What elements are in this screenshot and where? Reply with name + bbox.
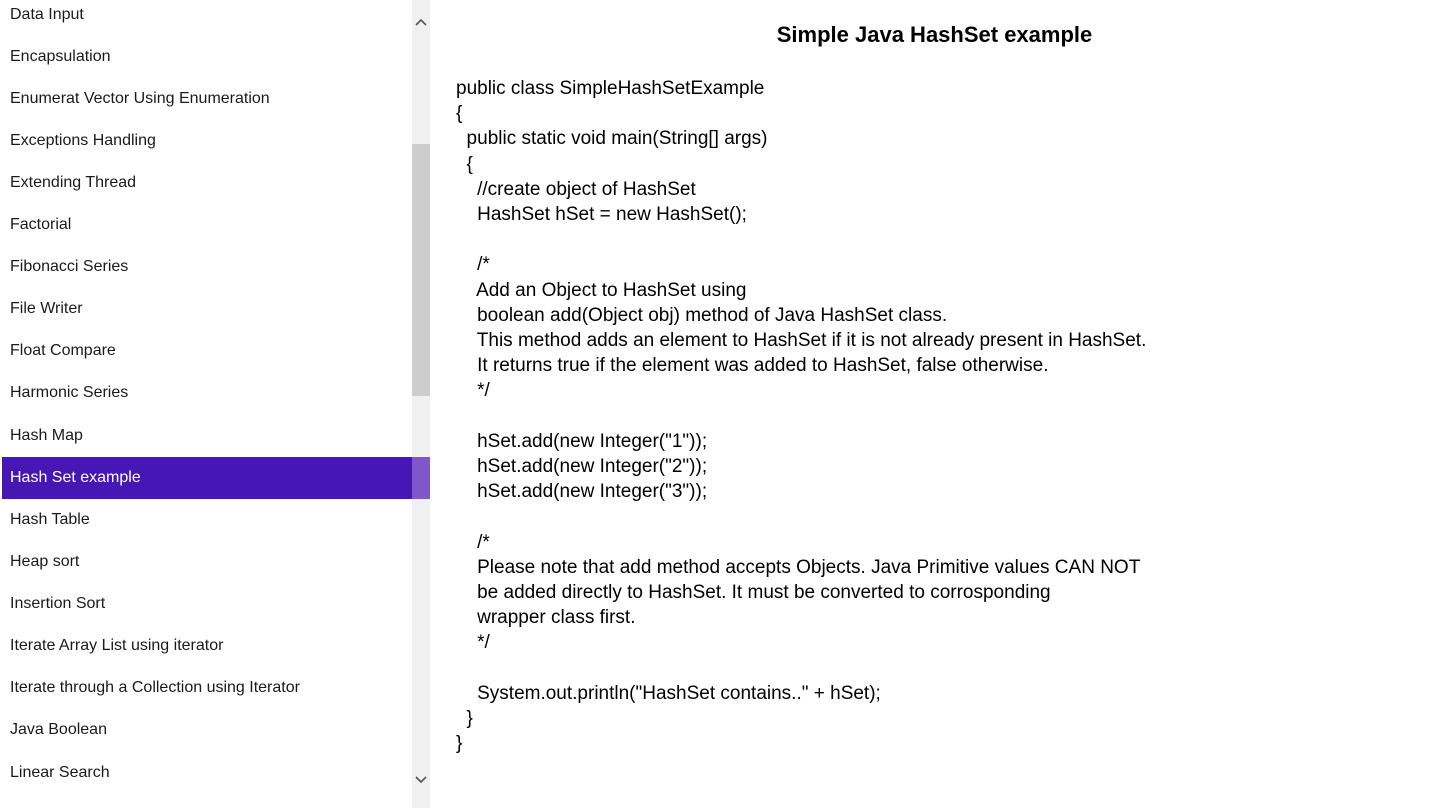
list-item[interactable]: Extending Thread — [10, 174, 137, 191]
list-item[interactable]: Hash Table — [10, 511, 90, 528]
list-item[interactable]: Data Input — [10, 6, 84, 23]
list-item[interactable]: Heap sort — [10, 553, 80, 570]
list-item-selected[interactable]: Hash Set example — [2, 457, 412, 499]
chevron-down-icon — [415, 776, 427, 784]
selection-highlight-track — [412, 457, 430, 499]
list-item[interactable]: Encapsulation — [10, 48, 111, 65]
list-item[interactable]: Fibonacci Series — [10, 258, 129, 275]
list-item[interactable]: Linear Search — [10, 764, 110, 781]
list-item[interactable]: Hash Map — [10, 427, 83, 444]
list-item[interactable]: Harmonic Series — [10, 384, 129, 401]
list-item[interactable]: Insertion Sort — [10, 595, 106, 612]
scroll-up-button[interactable] — [412, 12, 430, 36]
list-item[interactable]: Iterate Array List using iterator — [10, 637, 224, 654]
scroll-down-button[interactable] — [412, 770, 430, 794]
page-title: Simple Java HashSet example — [776, 22, 1093, 47]
content-pane — [430, 0, 1439, 810]
list-item[interactable]: Factorial — [10, 216, 72, 233]
chevron-up-icon — [415, 18, 427, 26]
sidebar-scrollbar[interactable] — [412, 0, 430, 808]
list-item[interactable]: Java Boolean — [10, 721, 107, 738]
list-item[interactable]: File Writer — [10, 300, 83, 317]
list-item[interactable]: Iterate through a Collection using Iterator — [10, 679, 300, 696]
list-item[interactable]: Enumerat Vector Using Enumeration — [10, 90, 270, 107]
sidebar — [2, 0, 430, 808]
list-item[interactable]: Exceptions Handling — [10, 132, 156, 149]
code-listing: public class SimpleHashSetExample { public static void main(String[] args) { //create object of HashSet HashSet hSet = new HashSet(); /* Add an Object to HashSet using boolean add(Object obj) method of Java HashSet class. This method adds an element to HashSet if it is not already present in HashSet. It returns true if the element was added to HashSet, false otherwise. */ hSet.add(new Integer("1")); hSet.add(new Integer("2")); hSet.add(new Integer("3")); /* Please note that add method accepts Objects. Java Primitive values CAN NOT be added directly to HashSet. It must be converted to corrosponding wrapper class first. */ System.out.println("HashSet contains.." + hSet); } } — [456, 78, 1147, 755]
scroll-thumb[interactable] — [412, 144, 430, 396]
list-item[interactable]: Float Compare — [10, 342, 116, 359]
